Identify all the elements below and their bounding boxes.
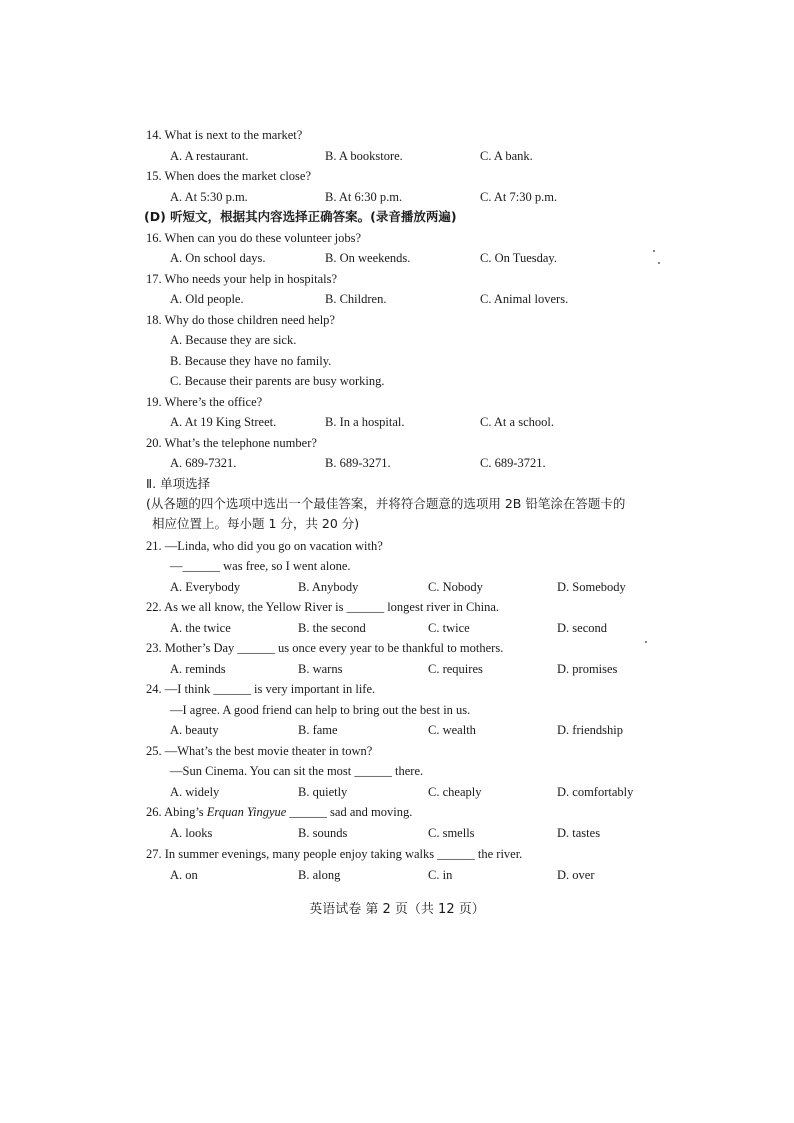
section-2-instruction-line-2: 相应位置上。每小题 1 分，共 20 分): [152, 516, 360, 531]
question-26: 26. Abing’s Erquan Yingyue ______ sad and moving.: [146, 805, 413, 819]
question-25: 25. —What’s the best movie theater in town?: [146, 744, 373, 758]
option-b: B. along: [298, 868, 341, 882]
option-a: A. At 19 King Street.: [170, 415, 277, 429]
option-a: A. the twice: [170, 621, 231, 635]
option-c: C. Animal lovers.: [480, 292, 569, 306]
option-c: C. Nobody: [428, 580, 483, 594]
question-25-line-2: —Sun Cinema. You can sit the most ______ there.: [170, 764, 424, 778]
question-21-line-2: —______ was free, so I went alone.: [170, 559, 351, 573]
option-b: B. quietly: [298, 785, 348, 799]
option-a: A. Old people.: [170, 292, 244, 306]
option-b: B. A bookstore.: [325, 149, 403, 163]
option-a: A. beauty: [170, 723, 219, 737]
option-b: B. fame: [298, 723, 338, 737]
option-a: A. widely: [170, 785, 220, 799]
page-footer: 英语试卷 第 2 页（共 12 页）: [309, 902, 485, 917]
option-c: C. 689-3721.: [480, 456, 546, 470]
option-b: B. 689-3271.: [325, 456, 391, 470]
option-b: B. the second: [298, 621, 366, 635]
question-text: When does the market close?: [164, 169, 311, 183]
option-d: D. Somebody: [557, 580, 626, 594]
question-27: 27. In summer evenings, many people enjoy taking walks ______ the river.: [146, 847, 523, 861]
option-c: C. requires: [428, 662, 483, 676]
option-c: C. cheaply: [428, 785, 482, 799]
option-b: B. Because they have no family.: [170, 354, 332, 368]
question-19: 19. Where’s the office?: [146, 395, 263, 409]
option-b: B. Anybody: [298, 580, 359, 594]
option-c: C. Because their parents are busy working.: [170, 374, 385, 388]
question-16: 16. When can you do these volunteer jobs?: [146, 231, 361, 245]
option-d: D. over: [557, 868, 595, 882]
option-a: A. on: [170, 868, 198, 882]
question-number: 15.: [146, 169, 162, 183]
option-c: C. twice: [428, 621, 470, 635]
option-a: A. reminds: [170, 662, 226, 676]
option-c: C. smells: [428, 826, 475, 840]
question-14: [146, 127, 302, 143]
question-24-line-2: —I agree. A good friend can help to bring out the best in us.: [170, 703, 471, 717]
section-2-instruction-line-1: (从各题的四个选项中选出一个最佳答案，并将符合题意的选项用 2B 铅笔涂在答题卡的: [146, 496, 626, 511]
scan-speck: [658, 262, 660, 264]
question-24: 24. —I think ______ is very important in life.: [146, 682, 376, 696]
question-22: 22. As we all know, the Yellow River is ______ longest river in China.: [146, 600, 499, 614]
option-c: C. A bank.: [480, 149, 533, 163]
option-b: B. sounds: [298, 826, 348, 840]
option-a: A. Everybody: [170, 580, 241, 594]
option-a: A. On school days.: [170, 251, 266, 265]
option-b: B. warns: [298, 662, 343, 676]
question-20: 20. What’s the telephone number?: [146, 436, 317, 450]
option-a: A. At 5:30 p.m.: [170, 190, 248, 204]
option-d: D. promises: [557, 662, 618, 676]
option-b: B. Children.: [325, 292, 387, 306]
scan-speck: [653, 250, 655, 252]
option-a: A. looks: [170, 826, 213, 840]
question-17: 17. Who needs your help in hospitals?: [146, 272, 338, 286]
option-a: A. 689-7321.: [170, 456, 237, 470]
song-title: Erquan Yingyue: [206, 805, 287, 819]
option-d: D. comfortably: [557, 785, 634, 799]
option-c: C. At 7:30 p.m.: [480, 190, 558, 204]
question-text: What is next to the market?: [164, 128, 303, 142]
section-2-title: Ⅱ. 单项选择: [146, 476, 211, 491]
option-c: C. At a school.: [480, 415, 554, 429]
section-d-heading: (D) 听短文，根据其内容选择正确答案。(录音播放两遍): [144, 209, 457, 224]
option-d: D. second: [557, 621, 607, 635]
option-d: D. friendship: [557, 723, 623, 737]
option-b: B. At 6:30 p.m.: [325, 190, 403, 204]
option-a: A. Because they are sick.: [170, 333, 297, 347]
question-15: [146, 168, 311, 184]
option-b: B. On weekends.: [325, 251, 411, 265]
question-21: 21. —Linda, who did you go on vacation with?: [146, 539, 383, 553]
option-a: A. A restaurant.: [170, 149, 249, 163]
question-number: 14.: [146, 128, 162, 142]
option-d: D. tastes: [557, 826, 601, 840]
option-c: C. in: [428, 868, 453, 882]
option-c: C. On Tuesday.: [480, 251, 557, 265]
option-c: C. wealth: [428, 723, 476, 737]
question-23: 23. Mother’s Day ______ us once every year to be thankful to mothers.: [146, 641, 504, 655]
option-b: B. In a hospital.: [325, 415, 405, 429]
scan-speck: [645, 641, 647, 643]
question-18: 18. Why do those children need help?: [146, 313, 335, 327]
